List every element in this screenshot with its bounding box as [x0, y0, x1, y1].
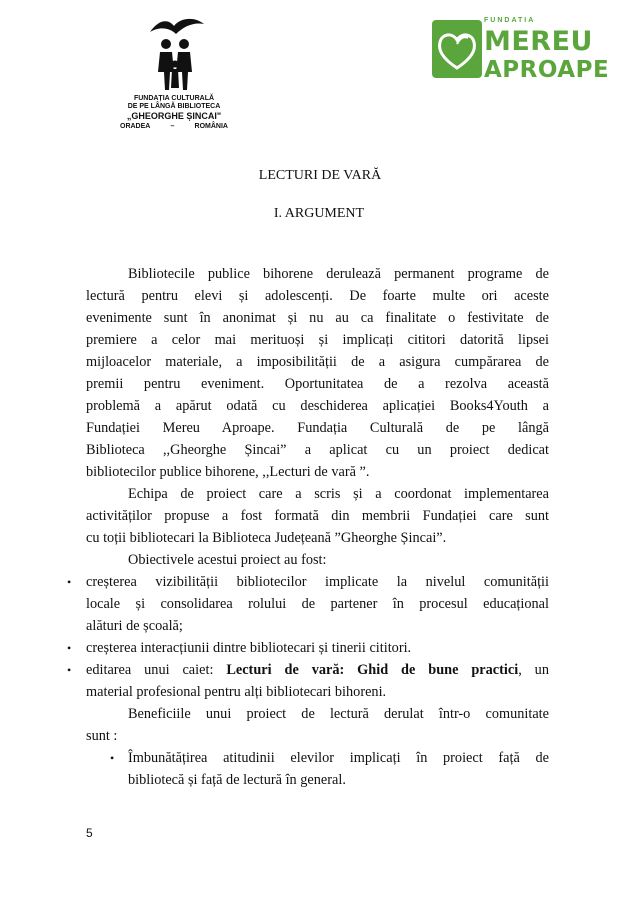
- logo-caption-line3: „GHEORGHE ȘINCAI": [126, 111, 222, 121]
- text-line: Biblioteca ,,Gheorghe Șincai” a aplicat cu un proiect dedicat: [86, 442, 549, 458]
- logo-fundatia: FUNDATIA: [484, 17, 536, 24]
- text-line: bibliotecilor publice bihorene, ,,Lecturi de vară ”.: [86, 464, 370, 480]
- text-line: cu toții bibliotecari la Biblioteca Județeană ”Gheorghe Șincai”.: [86, 530, 447, 546]
- logo-word-aproape: APROAPE: [484, 57, 610, 83]
- text-segment: editarea unui caiet:: [86, 662, 214, 678]
- section-heading: I. ARGUMENT: [273, 206, 365, 221]
- foundation-logo: [104, 14, 244, 132]
- text-line: activităților propuse a fost formată din membrii Fundației care sunt: [86, 508, 549, 524]
- logo-country: ROMÂNIA: [194, 123, 228, 130]
- text-line: Beneficiile unui proiect de lectură derulat într-o comunitate: [128, 706, 549, 722]
- text-line: material profesional pentru alți bibliotecari bihoreni.: [86, 684, 387, 700]
- logo-caption-line2: DE PE LÂNGĂ BIBLIOTECA: [127, 103, 221, 110]
- text-line: Bibliotecile publice bihorene derulează permanent programe de: [128, 266, 549, 282]
- text-line: premii pentru eveniment. Oportunitatea de a rezolva această: [86, 376, 549, 392]
- logo-city: ORADEA: [120, 123, 151, 130]
- text-line: locale și consolidarea rolului de partener în procesul educațional: [86, 596, 549, 612]
- text-line: mijloacelor materiale, a imposibilității de a asigura cumpărarea de: [86, 354, 549, 370]
- text-line: Îmbunătățirea atitudinii elevilor implicați în proiect față de: [128, 750, 549, 766]
- bullet-icon: •: [67, 663, 72, 677]
- bullet-icon: •: [67, 575, 72, 589]
- text-line: lectură pentru elevi și adolescenți. De foarte multe ori aceste: [86, 288, 549, 304]
- text-line: sunt :: [86, 728, 118, 744]
- bold-title: Lecturi de vară: Ghid de bune practici: [226, 662, 519, 678]
- family-figures-icon: [144, 14, 208, 92]
- text-line: Obiectivele acestui proiect au fost:: [128, 552, 327, 568]
- text-segment: , un: [518, 662, 549, 678]
- logo-caption-line1: FUNDAȚIA CULTURALĂ: [133, 95, 215, 102]
- page-title: LECTURI DE VARĂ: [258, 168, 382, 183]
- text-line: Fundației Mereu Aproape. Fundația Culturală de pe lângă: [86, 420, 549, 436]
- text-line: creșterea vizibilității bibliotecilor implicate la nivelul comunității: [86, 574, 549, 590]
- page-number: 5: [86, 826, 93, 840]
- mereu-aproape-logo: [432, 14, 628, 84]
- text-line: evenimente sunt în anonimat și nu au ca finalitate o festivitate de: [86, 310, 549, 326]
- text-line: Echipa de proiect care a scris și a coordonat implementarea: [128, 486, 549, 502]
- heart-icon: [432, 20, 482, 78]
- logo-dash: –: [170, 123, 175, 130]
- logo-location: [120, 123, 228, 131]
- text-line: problemă a apărut odată cu deschiderea aplicației Books4Youth a: [86, 398, 549, 414]
- text-line: bibliotecă și față de lectură în general.: [128, 772, 346, 788]
- bullet-icon: •: [67, 641, 72, 655]
- text-line: alături de școală;: [86, 618, 183, 634]
- bullet-icon: •: [110, 751, 115, 765]
- text-line: [86, 660, 549, 680]
- text-line: creșterea interacțiunii dintre bibliotecari și tinerii cititori.: [86, 640, 412, 656]
- text-line: premiere a celor mai merituoși și implicați cititori datorită lipsei: [86, 332, 549, 348]
- logo-word-mereu: MEREU: [484, 26, 593, 57]
